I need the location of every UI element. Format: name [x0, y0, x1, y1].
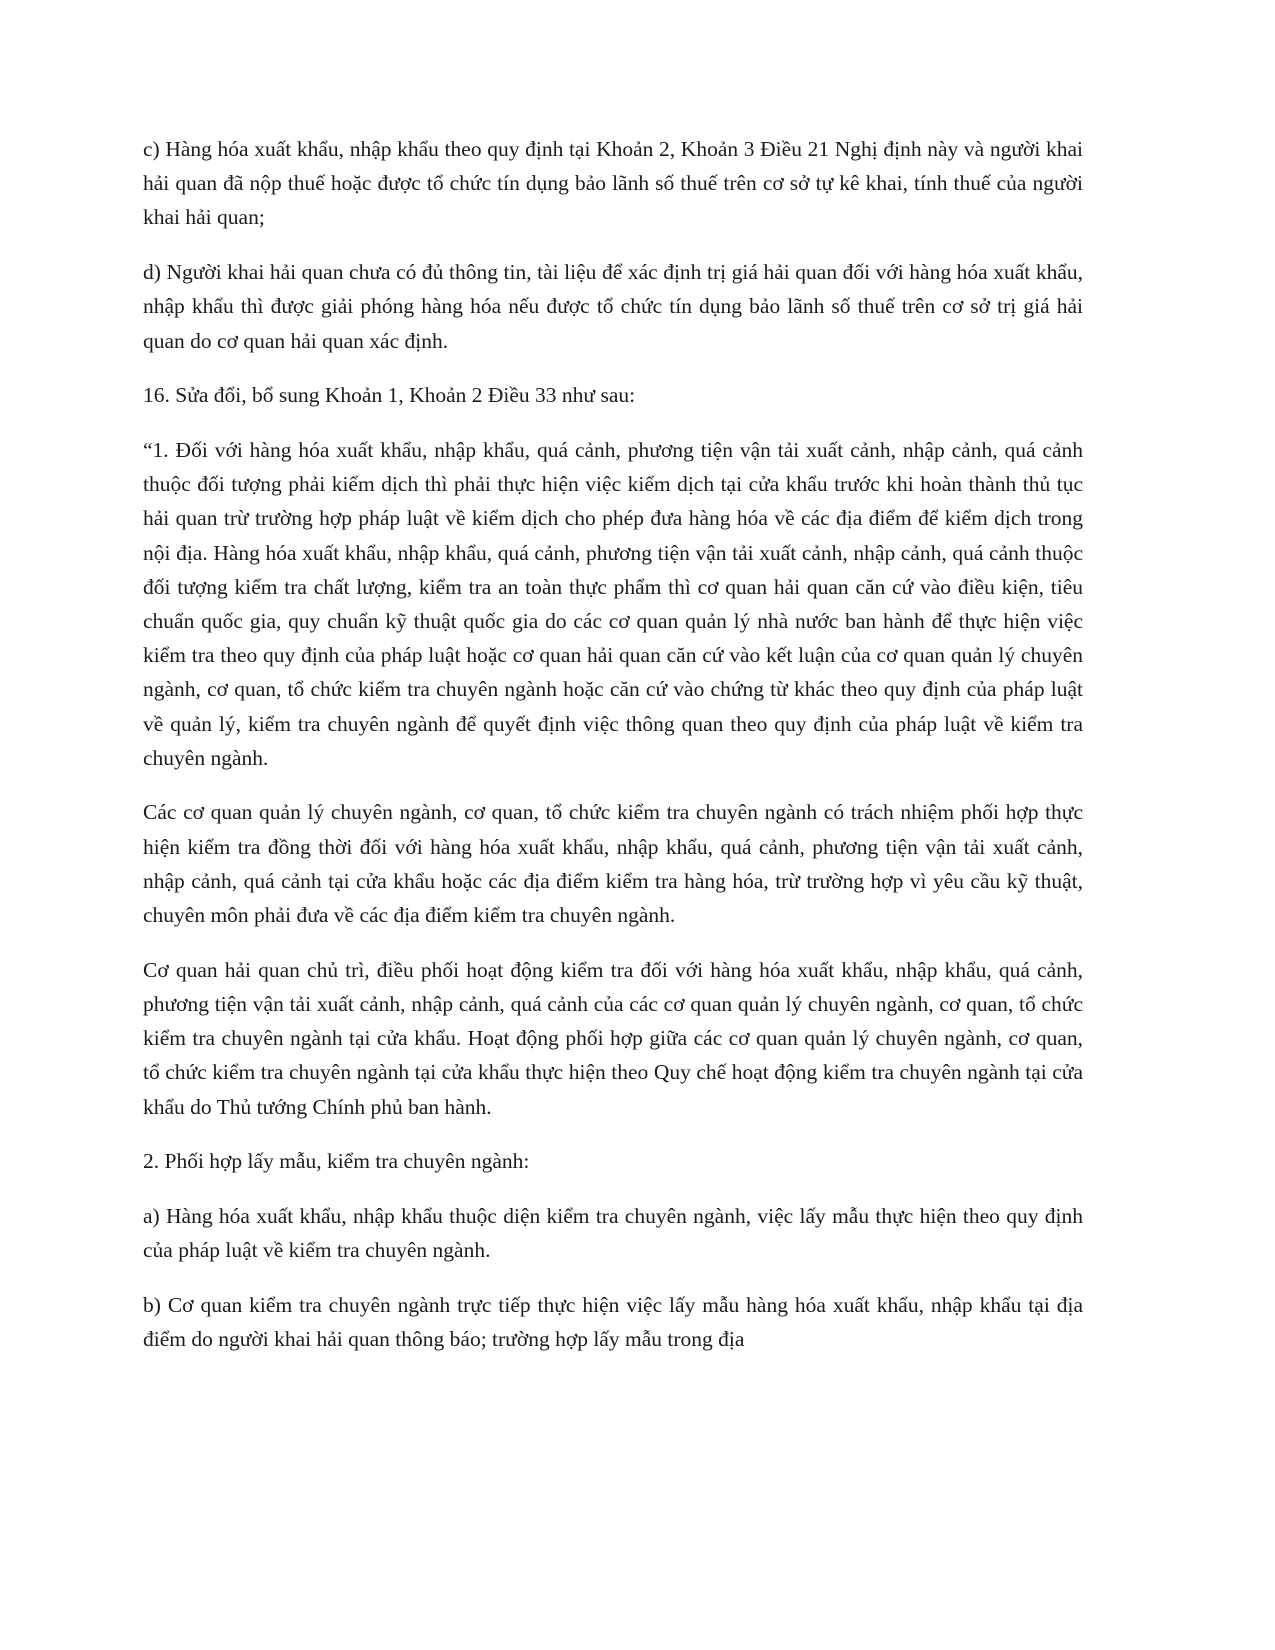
paragraph-d: d) Người khai hải quan chưa có đủ thông tin, tài liệu để xác định trị giá hải quan đối với hàng hóa xuất khẩu, nhập khẩu thì được giải phóng hàng hóa nếu được tổ chức tín dụng bảo lãnh số thuế trên cơ sở trị giá hải quan do cơ quan hải quan xác định.	[143, 260, 1083, 353]
paragraph-co-quan-hai-quan-chu-tri: Cơ quan hải quan chủ trì, điều phối hoạt động kiểm tra đối với hàng hóa xuất khẩu, nhập khẩu, quá cảnh, phương tiện vận tải xuất cảnh, nhập cảnh, quá cảnh của các cơ quan quản lý chuyên ngành, cơ quan, tổ chức kiểm tra chuyên ngành tại cửa khẩu. Hoạt động phối hợp giữa các cơ quan quản lý chuyên ngành, cơ quan, tổ chức kiểm tra chuyên ngành tại cửa khẩu thực hiện theo Quy chế hoạt động kiểm tra chuyên ngành tại cửa khẩu do Thủ tướng Chính phủ ban hành.	[143, 957, 1083, 1119]
paragraph-a: a) Hàng hóa xuất khẩu, nhập khẩu thuộc diện kiểm tra chuyên ngành, việc lấy mẫu thực hiện theo quy định của pháp luật về kiểm tra chuyên ngành.	[143, 1203, 1083, 1263]
paragraph-khoan-1: “1. Đối với hàng hóa xuất khẩu, nhập khẩu, quá cảnh, phương tiện vận tải xuất cảnh, nhập cảnh, quá cảnh thuộc đối tượng phải kiểm dịch thì phải thực hiện việc kiểm dịch tại cửa khẩu trước khi hoàn thành thủ tục hải quan trừ trường hợp pháp luật về kiểm dịch cho phép đưa hàng hóa về các địa điểm để kiểm dịch trong nội địa. Hàng hóa xuất khẩu, nhập khẩu, quá cảnh, phương tiện vận tải xuất cảnh, nhập cảnh, quá cảnh thuộc đối tượng kiểm tra chất lượng, kiểm tra an toàn thực phẩm thì cơ quan hải quan căn cứ vào điều kiện, tiêu chuẩn quốc gia, quy chuẩn kỹ thuật quốc gia do các cơ quan quản lý nhà nước ban hành để thực hiện việc kiểm tra theo quy định của pháp luật hoặc cơ quan hải quan căn cứ vào kết luận của cơ quan quản lý chuyên ngành, cơ quan, tổ chức kiểm tra chuyên ngành hoặc căn cứ vào chứng từ khác theo quy định của pháp luật về quản lý, kiểm tra chuyên ngành để quyết định việc thông quan theo quy định của pháp luật về kiểm tra chuyên ngành.	[143, 437, 1083, 770]
paragraph-cac-co-quan-quan-ly: Các cơ quan quản lý chuyên ngành, cơ quan, tổ chức kiểm tra chuyên ngành có trách nhiệm phối hợp thực hiện kiểm tra đồng thời đối với hàng hóa xuất khẩu, nhập khẩu, quá cảnh, phương tiện vận tải xuất cảnh, nhập cảnh, quá cảnh tại cửa khẩu hoặc các địa điểm kiểm tra hàng hóa, trừ trường hợp vì yêu cầu kỹ thuật, chuyên môn phải đưa về các địa điểm kiểm tra chuyên ngành.	[143, 800, 1083, 928]
document-text-body	[143, 132, 1083, 1356]
paragraph-khoan-2: 2. Phối hợp lấy mẫu, kiểm tra chuyên ngành:	[143, 1149, 530, 1174]
paragraph-item-16: 16. Sửa đổi, bổ sung Khoản 1, Khoản 2 Điều 33 như sau:	[143, 383, 636, 408]
paragraph-c: c) Hàng hóa xuất khẩu, nhập khẩu theo quy định tại Khoản 2, Khoản 3 Điều 21 Nghị định này và người khai hải quan đã nộp thuế hoặc được tổ chức tín dụng bảo lãnh số thuế trên cơ sở tự kê khai, tính thuế của người khai hải quan;	[143, 137, 1083, 230]
paragraph-b: b) Cơ quan kiểm tra chuyên ngành trực tiếp thực hiện việc lấy mẫu hàng hóa xuất khẩu, nhập khẩu tại địa điểm do người khai hải quan thông báo; trường hợp lấy mẫu trong địa	[143, 1292, 1083, 1352]
